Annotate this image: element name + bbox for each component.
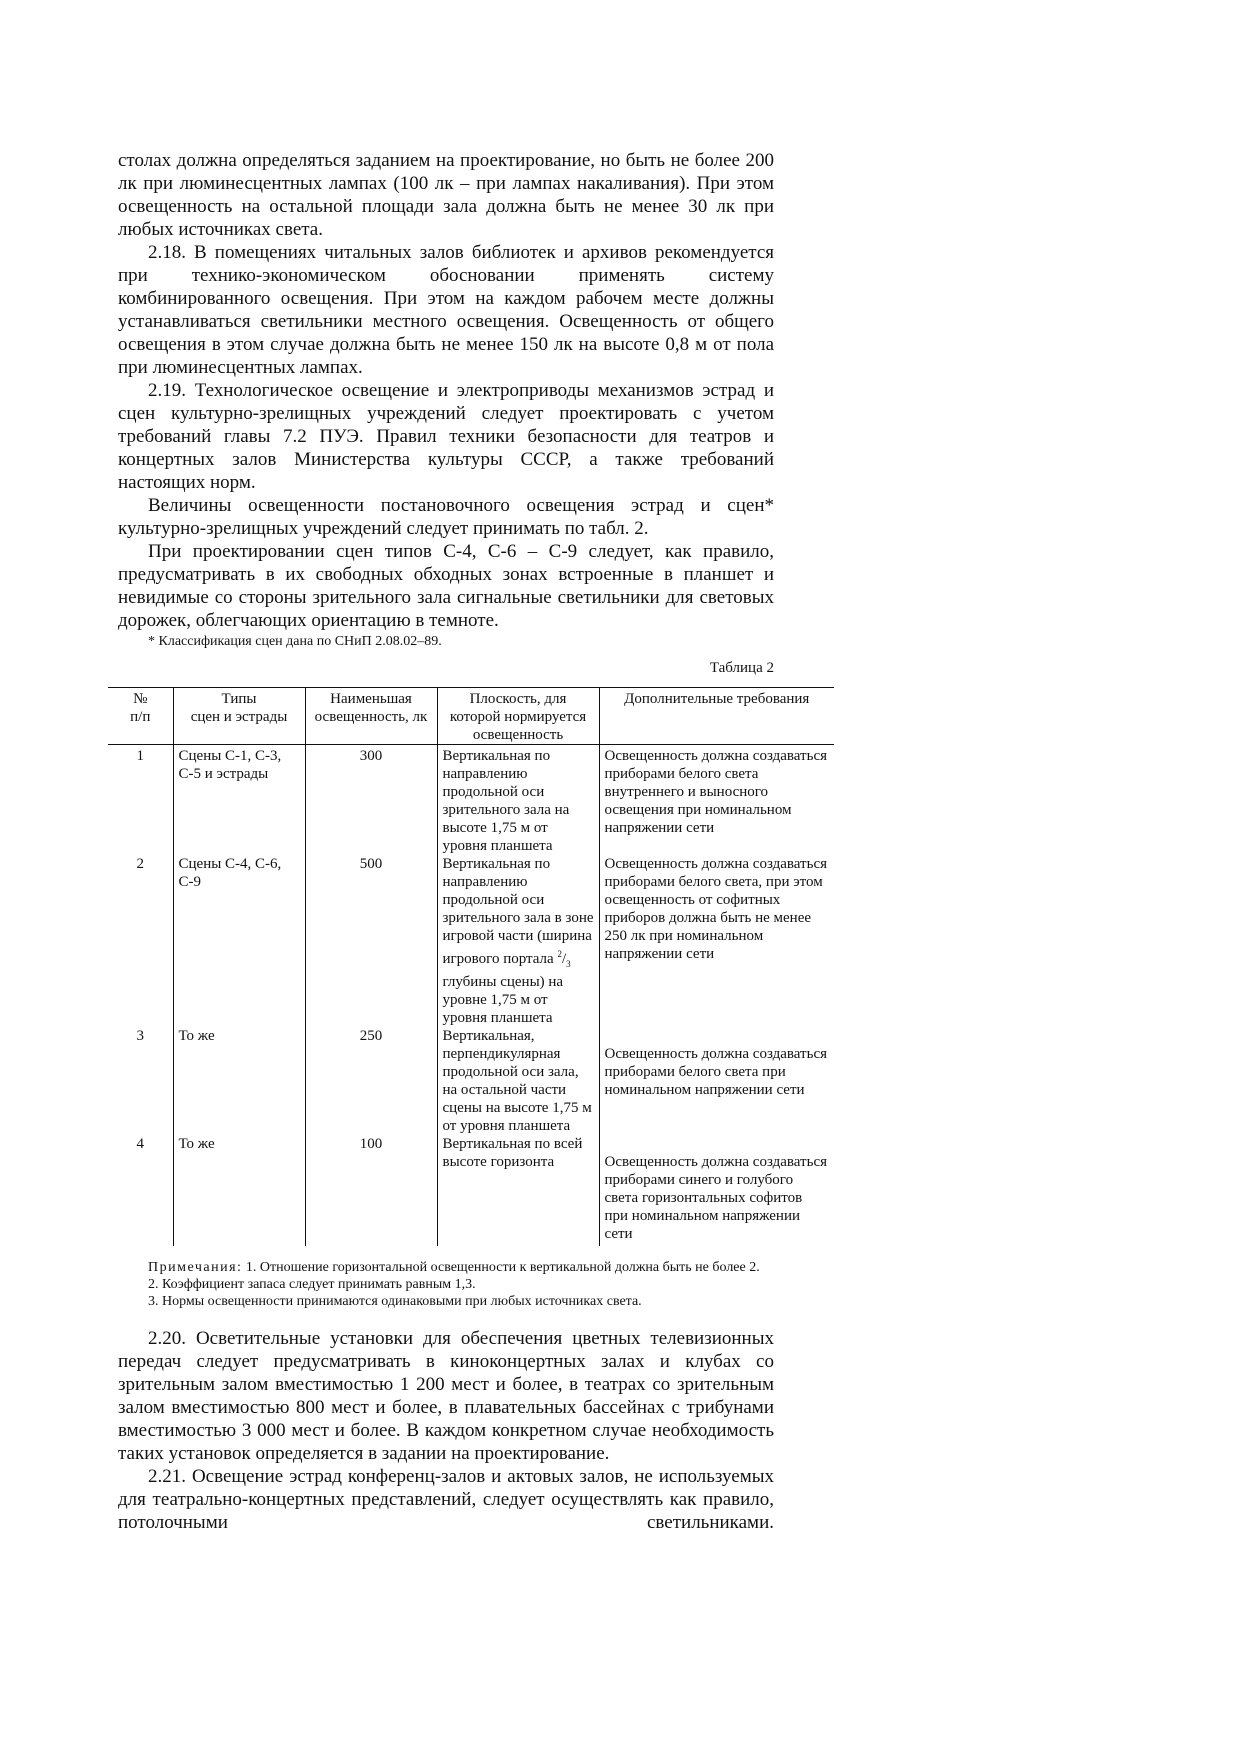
cell-type: То же <box>173 1135 305 1246</box>
table-row <box>108 1027 834 1135</box>
table-row <box>108 1135 834 1246</box>
cell-type: Сцены С-1, С-3, С-5 и эстрады <box>173 745 305 856</box>
cell-plane: Вертикальная по всей высоте горизонта <box>437 1135 599 1246</box>
cell-min: 100 <box>305 1135 437 1246</box>
cell-extra: Освещенность должна создаваться приборами белого света, при этом освещенность от софитных приборов должна быть не менее 250 лк при номинальном напряжении сети <box>599 855 834 1027</box>
cell-extra: Освещенность должна создаваться приборами белого света при номинальном напряжении сети <box>599 1027 834 1135</box>
document-page <box>118 149 828 1534</box>
note-3: 3. Нормы освещенности принимаются одинаковыми при любых источниках света. <box>148 1294 642 1309</box>
table-notes <box>118 1259 774 1310</box>
notes-label: Примечания: <box>148 1260 243 1275</box>
cell-plane: Вертикальная по направлению продольной оси зрительного зала в зоне игровой части (ширина игрового портала $^2/_3$ глубины сцены) на уровне 1,75 м от уровня планшета <box>437 855 599 1027</box>
header-min-illuminance: Наименьшая освещенность, лк <box>305 688 437 745</box>
table-row <box>108 855 834 1027</box>
paragraph-scene-design: При проектировании сцен типов С-4, С-6 – С-9 следует, как правило, предусматривать в их свободных обходных зонах встроенные в планшет и невидимые со стороны зрительного зала сигнальные светильники для световых дорожек, облегчающих ориентацию в темноте. <box>118 541 774 631</box>
cell-extra: Освещенность должна создаваться приборами синего и голубого света горизонтальных софитов при номинальном напряжении сети <box>599 1135 834 1246</box>
table-row <box>108 745 834 856</box>
fraction-numerator: 2 <box>557 949 562 959</box>
cell-num: 4 <box>136 1136 144 1152</box>
cell-type: То же <box>173 1027 305 1135</box>
note-1 <box>118 1259 774 1276</box>
cell-type: Сцены С-4, С-6, С-9 <box>173 855 305 1027</box>
illuminance-table <box>108 687 834 1246</box>
table-header-row <box>108 688 834 745</box>
header-extra: Дополнительные требования <box>599 688 834 745</box>
cell-min: 500 <box>305 855 437 1027</box>
header-type: Типы сцен и эстрады <box>173 688 305 745</box>
cell-extra: Освещенность должна создаваться приборами белого света внутреннего и выносного освещения при номинальном напряжении сети <box>599 745 834 856</box>
plane-text-start: Вертикальная по направлению продольной оси зрительного зала в зоне игровой части (ширина игрового портала <box>442 856 594 967</box>
cell-plane: Вертикальная по направлению продольной оси зрительного зала на высоте 1,75 м от уровня планшета <box>437 745 599 856</box>
header-num: № п/п <box>108 688 173 745</box>
fraction-denominator: 3 <box>566 959 571 969</box>
cell-min: 300 <box>305 745 437 856</box>
paragraph-2-19: 2.19. Технологическое освещение и электроприводы механизмов эстрад и сцен культурно-зрелищных учреждений следует проектировать с учетом требований главы 7.2 ПУЭ. Правил техники безопасности для театров и концертных залов Министерства культуры СССР, а также требований настоящих норм. <box>118 380 774 493</box>
table-caption: Таблица 2 <box>709 660 774 676</box>
plane-text-end: глубины сцены) на уровне 1,75 м от уровня планшета <box>442 974 564 1026</box>
paragraph-2-20: 2.20. Осветительные установки для обеспечения цветных телевизионных передач следует предусматривать в киноконцертных залах и клубах со зрительным залом вместимостью 1 200 мест и более, в театрах со зрительным залом вместимостью 800 мест и более, в плавательных бассейнах с трибунами вместимостью 3 000 мест и более. В каждом конкретном случае необходимость таких установок определяется в задании на проектирование. <box>118 1328 774 1464</box>
header-plane: Плоскость, для которой нормируется освещенность <box>437 688 599 745</box>
cell-min: 250 <box>305 1027 437 1135</box>
cell-plane: Вертикальная, перпендикулярная продольной оси зала, на остальной части сцены на высоте 1,75 м от уровня планшета <box>437 1027 599 1135</box>
note-2: 2. Коэффициент запаса следует принимать равным 1,3. <box>148 1277 476 1292</box>
paragraph-2-18: 2.18. В помещениях читальных залов библиотек и архивов рекомендуется при технико-экономическом обосновании применять систему комбинированного освещения. При этом на каждом рабочем месте должны устанавливаться светильники местного освещения. Освещенность от общего освещения в этом случае должна быть не менее 150 лк на высоте 0,8 м от пола при люминесцентных лампах. <box>118 242 774 378</box>
note-1-text: 1. Отношение горизонтальной освещенности к вертикальной должна быть не более 2. <box>242 1260 760 1275</box>
cell-num: 3 <box>136 1028 144 1044</box>
footnote: * Классификация сцен дана по СНиП 2.08.02–89. <box>148 634 442 649</box>
paragraph-illuminance-values: Величины освещенности постановочного освещения эстрад и сцен* культурно-зрелищных учреждений следует принимать по табл. 2. <box>118 495 774 539</box>
paragraph-2-21: 2.21. Освещение эстрад конференц-залов и актовых залов, не используемых для театрально-концертных представлений, следует осуществлять как правило, потолочными светильниками. <box>118 1466 774 1533</box>
cell-num: 1 <box>136 748 144 764</box>
cell-num: 2 <box>136 856 144 872</box>
paragraph-continued: столах должна определяться заданием на проектирование, но быть не более 200 лк при люминесцентных лампах (100 лк – при лампах накаливания). При этом освещенность на остальной площади зала должна быть не менее 30 лк при любых источниках света. <box>118 150 774 240</box>
